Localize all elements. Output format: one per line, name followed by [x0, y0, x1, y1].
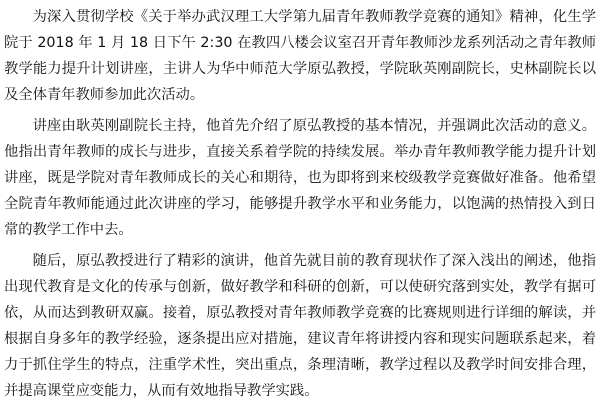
paragraph-lecture-host: 讲座由耿英刚副院长主持，他首先介绍了原弘教授的基本情况，并强调此次活动的意义。他指出青年教师的成长与进步，直接关系着学院的持续发展。举办青年教师教学能力提升计划讲座，既是学院对青年教师成长的关心和期待，也为即将到来校级教学竞赛做好准备。他希望全院青年教师能通过此次讲座的学习，能够提升教学水平和业务能力，以饱满的热情投入到日常的教学工作中去。 [4, 118, 596, 238]
paragraph-speech: 随后，原弘教授进行了精彩的演讲，他首先就目前的教育现状作了深入浅出的阐述，他指出现代教育是文化的传承与创新，做好教学和科研的创新，可以使研究落到实处，教学有据可依，从而达到教研双赢。接着，原弘教授对青年教师教学竞赛的比赛规则进行详细的解读，并根据自身多年的教学经验，逐条提出应对措施，建议青年将讲授内容和现实问题联系起来，着力于抓住学生的特点，注重学术性，突出重点，条理清晰，教学过程以及教学时间安排合理，并提高课堂应变能力，从而有效地指导教学实践。 [4, 253, 596, 399]
document-body [4, 4, 596, 409]
paragraph-intro: 为深入贯彻学校《关于举办武汉理工大学第九届青年教师教学竞赛的通知》精神，化生学院于 2018 年 1 月 18 日下午 2:30 在教四八楼会议室召开青年教师沙龙系列活动之青年教师教学能力提升计划讲座，主讲人为华中师范大学原弘教授，学院耿英刚副院长，史林副院长以及全体青年教师参加此次活动。 [4, 9, 596, 103]
